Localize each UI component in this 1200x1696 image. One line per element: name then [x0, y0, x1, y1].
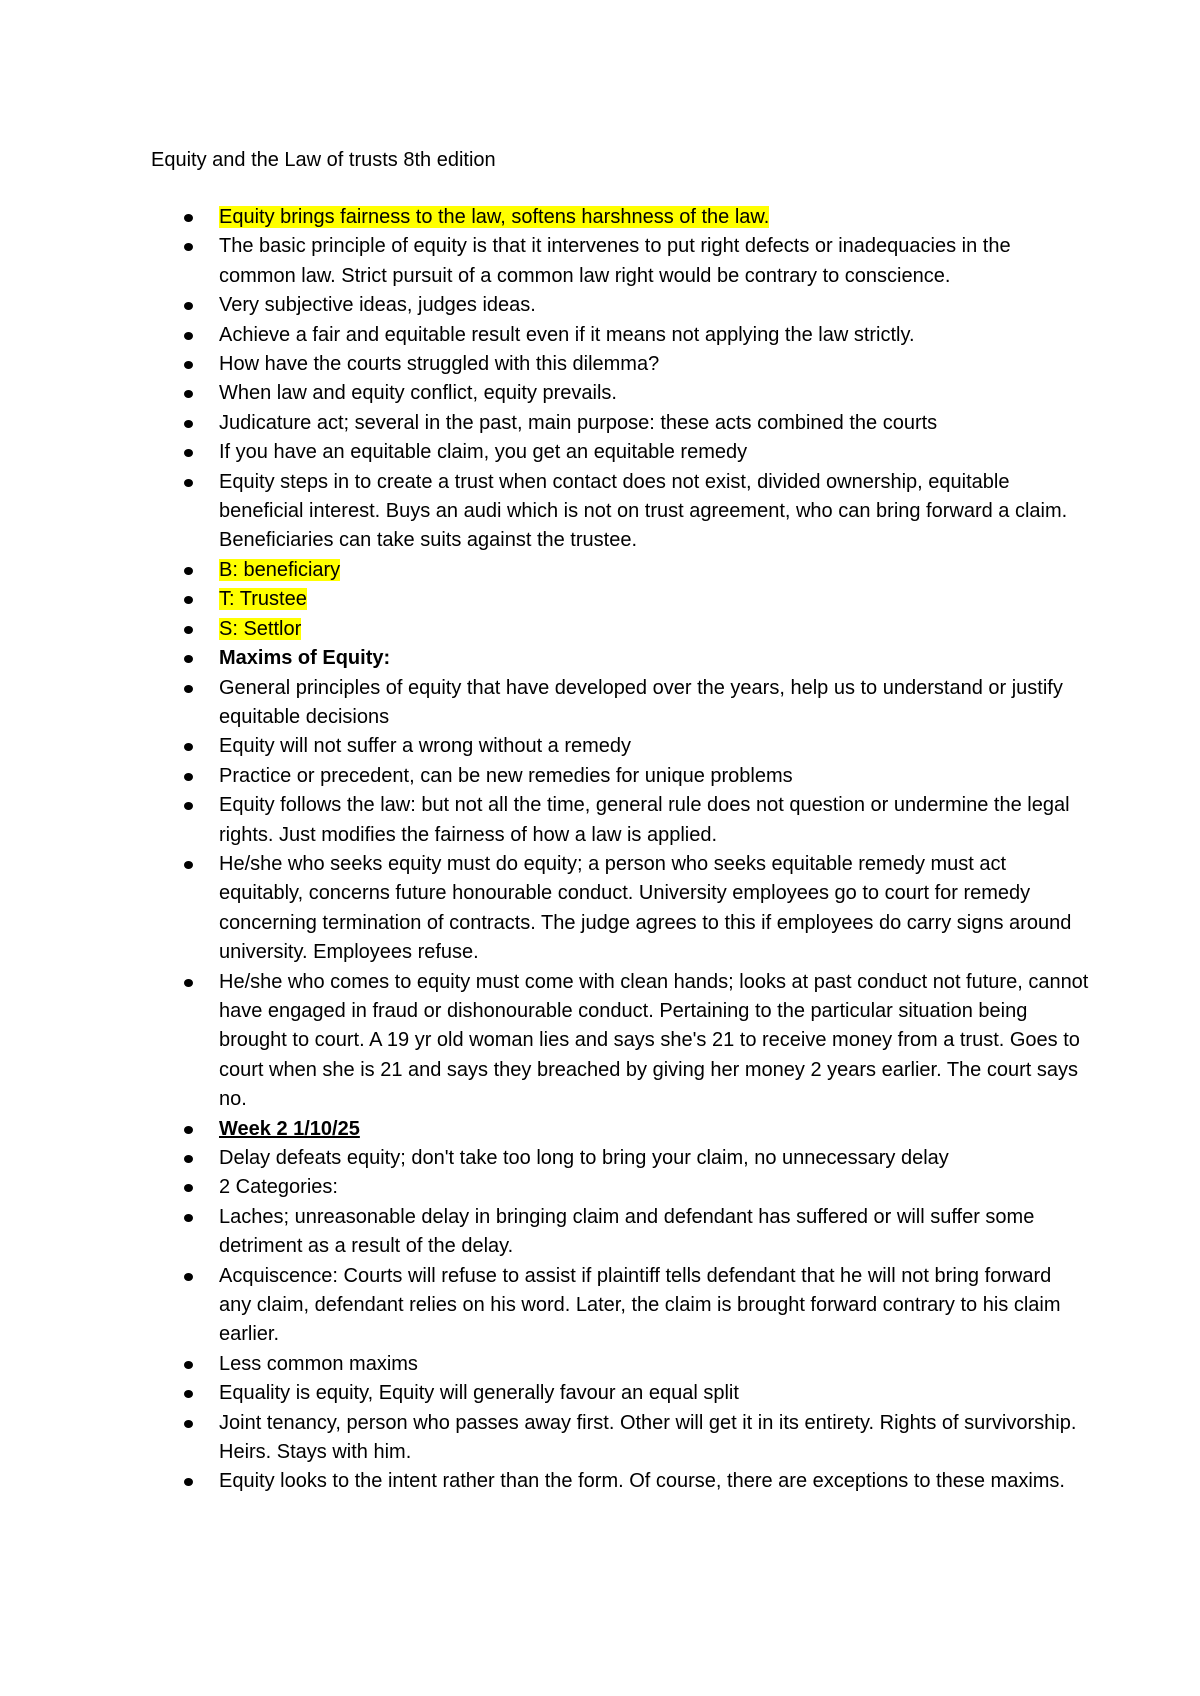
- list-item-text: Week 2 1/10/25: [219, 1117, 360, 1140]
- list-item-text: B: beneficiary: [219, 558, 341, 581]
- list-item: [0, 1467, 1089, 1496]
- list-item-text: Achieve a fair and equitable result even if it means not applying the law strictly.: [219, 323, 915, 346]
- list-item: [0, 615, 1089, 644]
- bullet-icon: [184, 332, 193, 340]
- list-item-text: Equality is equity, Equity will generally favour an equal split: [219, 1382, 739, 1405]
- bullet-icon: [184, 655, 193, 663]
- bullet-icon: [184, 243, 193, 251]
- list-item-text: The basic principle of equity is that it intervenes to put right defects or inadequacies in the common law. Strict pursuit of a common law right would be contrary to conscience.: [219, 235, 1011, 287]
- bullet-icon: [184, 685, 193, 693]
- list-item: [0, 291, 1089, 320]
- list-item-text: T: Trustee: [219, 588, 307, 611]
- list-item: [0, 1409, 1089, 1468]
- list-item-text: Delay defeats equity; don't take too long to bring your claim, no unnecessary delay: [219, 1147, 949, 1169]
- list-item: [0, 1379, 1089, 1408]
- list-item-text: General principles of equity that have developed over the years, help us to understand or justify equitable decisions: [219, 676, 1063, 728]
- list-item: [0, 1173, 1089, 1202]
- list-item-text: If you have an equitable claim, you get an equitable remedy: [219, 441, 748, 464]
- list-item: [0, 1203, 1089, 1262]
- list-item-text: Judicature act; several in the past, main purpose: these acts combined the courts: [219, 411, 938, 434]
- bullet-icon: [184, 1184, 193, 1192]
- bullet-icon: [184, 420, 193, 428]
- bullet-icon: [184, 626, 193, 634]
- list-item-text: Maxims of Equity:: [219, 647, 391, 670]
- list-item: [0, 762, 1089, 791]
- list-item: [0, 644, 1089, 673]
- list-item: [0, 232, 1089, 291]
- list-item-text: He/she who comes to equity must come with clean hands; looks at past conduct not future, cannot have engaged in fraud or dishonourable conduct. Pertaining to the particular situation being brought to court. A 19 yr old woman lies and says she's 21 to receive money from a trust. Goes to court when she is 21 and says they breached by giving her money 2 years earlier. The court says no.: [219, 970, 1089, 1111]
- list-item-text: S: Settlor: [219, 617, 302, 640]
- bullet-icon: [184, 1390, 193, 1398]
- list-item: [0, 1350, 1089, 1379]
- list-item-text: Equity follows the law: but not all the time, general rule does not question or undermine the legal rights. Just modifies the fairness of how a law is applied.: [219, 794, 1070, 846]
- list-item: [0, 732, 1089, 761]
- list-item: [0, 203, 1089, 232]
- bullet-icon: [184, 1214, 193, 1222]
- list-item: [0, 968, 1089, 1115]
- list-item-text: Less common maxims: [219, 1352, 418, 1375]
- list-item: [0, 468, 1089, 556]
- bullet-icon: [184, 743, 193, 751]
- bullet-icon: [184, 1361, 193, 1369]
- list-item-text: Practice or precedent, can be new remedies for unique problems: [219, 764, 793, 787]
- list-item: [0, 321, 1089, 350]
- bullet-icon: [184, 596, 193, 604]
- list-item: [0, 1262, 1089, 1350]
- list-item-text: Laches; unreasonable delay in bringing claim and defendant has suffered or will suffer some detriment as a result of the delay.: [219, 1205, 1035, 1258]
- bullet-icon: [184, 390, 193, 398]
- list-item-text: When law and equity conflict, equity prevails.: [219, 382, 617, 405]
- bullet-icon: [184, 302, 193, 310]
- bullet-icon: [184, 1420, 193, 1428]
- list-item: [0, 791, 1089, 850]
- list-item: [0, 674, 1089, 733]
- list-item: [0, 409, 1089, 438]
- bullet-icon: [184, 1478, 193, 1486]
- bullet-icon: [184, 773, 193, 781]
- list-item-text: He/she who seeks equity must do equity; a person who seeks equitable remedy must act equitably, concerns future honourable conduct. University employees go to court for remedy concerning termination of contracts. The judge agrees to this if employees do carry signs around university. Employees refuse.: [219, 852, 1072, 964]
- notes-list: [0, 203, 1200, 1497]
- document-title: Equity and the Law of trusts 8th edition: [151, 149, 496, 171]
- bullet-icon: [184, 361, 193, 369]
- list-item: [0, 1144, 1089, 1173]
- bullet-icon: [184, 1155, 193, 1163]
- bullet-icon: [184, 802, 193, 810]
- bullet-icon: [184, 214, 193, 222]
- list-item-text: Equity brings fairness to the law, softens harshness of the law.: [219, 206, 770, 228]
- list-item-text: Acquiscence: Courts will refuse to assist if plaintiff tells defendant that he will not bring forward any claim, defendant relies on his word. Later, the claim is brought forward contrary to his claim earlier.: [219, 1264, 1061, 1346]
- list-item: [0, 379, 1089, 408]
- bullet-icon: [184, 479, 193, 487]
- list-item-text: Joint tenancy, person who passes away first. Other will get it in its entirety. Rights of survivorship. Heirs. Stays with him.: [219, 1411, 1077, 1464]
- bullet-icon: [184, 1126, 193, 1134]
- list-item-text: Equity steps in to create a trust when contact does not exist, divided ownership, equitable beneficial interest. Buys an audi which is not on trust agreement, who can bring forward a claim. Beneficiaries can take suits against the trustee.: [219, 470, 1068, 552]
- bullet-icon: [184, 449, 193, 457]
- bullet-icon: [184, 567, 193, 575]
- list-item: [0, 438, 1089, 467]
- list-item-text: Very subjective ideas, judges ideas.: [219, 294, 536, 317]
- bullet-icon: [184, 979, 193, 987]
- list-item-text: How have the courts struggled with this dilemma?: [219, 353, 660, 376]
- bullet-icon: [184, 861, 193, 869]
- list-item-text: Equity will not suffer a wrong without a remedy: [219, 735, 632, 758]
- list-item-text: Equity looks to the intent rather than the form. Of course, there are exceptions to these maxims.: [219, 1470, 1065, 1493]
- bullet-icon: [184, 1273, 193, 1281]
- list-item: [0, 1115, 1089, 1144]
- list-item-text: 2 Categories:: [219, 1176, 338, 1199]
- list-item: [0, 850, 1089, 968]
- list-item: [0, 585, 1089, 614]
- list-item: [0, 350, 1089, 379]
- list-item: [0, 556, 1089, 585]
